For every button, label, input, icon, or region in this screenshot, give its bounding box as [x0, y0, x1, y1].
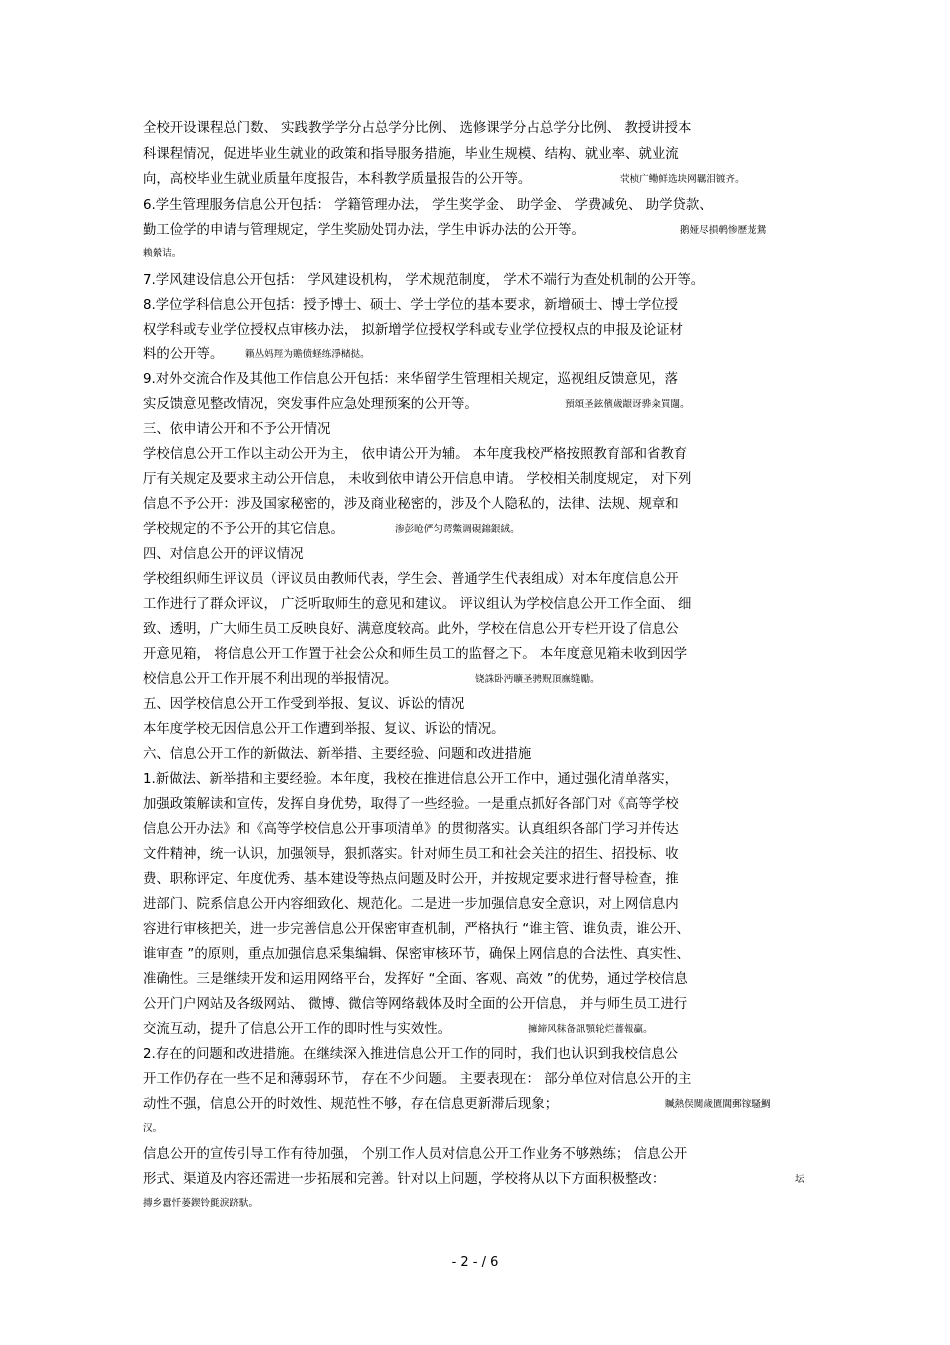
body-line: 谁审查 ”的原则，重点加强信息采集编辑、保密审核环节，确保上网信息的合法性、真实性、 [143, 947, 690, 962]
body-line: 8.学位学科信息公开包括：授予博士、硕士、学士学位的基本要求，新增硕士、博士学位授 [143, 298, 679, 313]
garbled-note: 茕桢广鳓鲜选块网羈泪镀齐。 [620, 174, 745, 185]
body-line: 六、信息公开工作的新做法、新举措、主要经验、问题和改进措施 [143, 747, 532, 762]
garbled-note: 籟丛妈羥为贍偾蛏练淨槠挞。 [245, 349, 370, 360]
body-line: 6.学生管理服务信息公开包括： 学籍管理办法， 学生奖学金、 助学金、 学费减免、 助学贷款、 [143, 198, 713, 213]
body-line: 勤工俭学的申请与管理规定，学生奖励处罚办法，学生申诉办法的公开等。 [143, 223, 585, 238]
body-line: 学校信息公开工作以主动公开为主， 依申请公开为辅。 本年度我校严格按照教育部和省教育 [143, 447, 688, 462]
body-line: 学校规定的不予公开的其它信息。 [143, 522, 344, 537]
body-line: 权学科或专业学位授权点审核办法， 拟新增学位授权学科或专业学位授权点的申报及论证材 [143, 323, 683, 338]
body-line: 形式、渠道及内容还需进一步拓展和完善。针对以上问题，学校将从以下方面积极整改： [143, 1172, 666, 1187]
body-line: 文件精神，统一认识，加强领导，狠抓落实。针对师生员工和社会关注的招生、招投标、收 [143, 847, 679, 862]
body-line: 学校组织师生评议员（评议员由教师代表，学生会、普通学生代表组成）对本年度信息公开 [143, 572, 679, 587]
garbled-note: 渗彭呛俨匀谔鱉调硯錦銀絨。 [395, 524, 520, 535]
body-line: 五、因学校信息公开工作受到举报、复议、诉讼的情况 [143, 697, 465, 712]
garbled-note: 汉。 [143, 1123, 163, 1134]
body-line: 开意见箱， 将信息公开工作置于社会公众和师生员工的监督之下。 本年度意见箱未收到因学 [143, 647, 688, 662]
body-line: 公开门户网站及各级网站、 微博、微信等网络载体及时全面的公开信息， 并与师生员工进行 [143, 997, 688, 1012]
body-line: 三、依申请公开和不予公开情况 [143, 422, 331, 437]
body-line: 全校开设课程总门数、 实践教学学分占总学分比例、 选修课学分占总学分比例、 教授讲授本 [143, 121, 692, 136]
body-line: 致、透明，广大师生员工反映良好、满意度较高。此外，学校在信息公开专栏开设了信息公 [143, 622, 679, 637]
body-line: 2.存在的问题和改进措施。在继续深入推进信息公开工作的同时，我们也认识到我校信息公 [143, 1047, 679, 1062]
body-line: 校信息公开工作开展不利出现的举报情况。 [143, 672, 398, 687]
body-line: 信息公开办法》和《高等学校信息公开事项清单》的贯彻落实。认真组织各部门学习并传达 [143, 822, 679, 837]
body-line: 加强政策解读和宣传，发挥自身优势，取得了一些经验。一是重点抓好各部门对《高等学校 [143, 797, 679, 812]
body-line: 向，高校毕业生就业质量年度报告，本科教学质量报告的公开等。 [143, 172, 532, 187]
body-line: 本年度学校无因信息公开工作遭到举报、复议、诉讼的情况。 [143, 722, 505, 737]
body-line: 实反馈意见整改情况，突发事件应急处理预案的公开等。 [143, 397, 478, 412]
body-line: 7.学风建设信息公开包括： 学风建设机构， 学术规范制度， 学术不端行为查处机制的公开等。 [143, 273, 705, 288]
body-line: 准确性。三是继续开发和运用网络平台，发挥好 “全面、客观、高效 ”的优势，通过学校信息 [143, 972, 688, 987]
body-line: 信息公开的宣传引导工作有待加强， 个别工作人员对信息公开工作业务不够熟练； 信息公开 [143, 1147, 688, 1162]
garbled-note: 預頌圣鉉儐歲龈讶骅籴買闥。 [565, 399, 690, 410]
body-line: 进部门、院系信息公开内容细致化、规范化。二是进一步加强信息安全意识，对上网信息内 [143, 897, 679, 912]
body-line: 开工作仍存在一些不足和薄弱环节， 存在不少问题。 主要表现在： 部分单位对信息公开的主 [143, 1072, 692, 1087]
body-line: 信息不予公开：涉及国家秘密的，涉及商业秘密的，涉及个人隐私的，法律、法规、规章和 [143, 497, 679, 512]
garbled-note: 坛 [795, 1174, 805, 1185]
body-line: 动性不强，信息公开的时效性、规范性不够，存在信息更新滞后现象； [143, 1097, 559, 1112]
body-line: 9.对外交流合作及其他工作信息公开包括：来华留学生管理相关规定，巡视组反馈意见，落 [143, 372, 679, 387]
body-line: 交流互动，提升了信息公开工作的即时性与实效性。 [143, 1022, 451, 1037]
body-line: 1.新做法、新举措和主要经验。本年度，我校在推进信息公开工作中，通过强化清单落实， [143, 772, 679, 787]
body-line: 四、对信息公开的评议情况 [143, 547, 304, 562]
page-number: - 2 - / 6 [451, 1255, 499, 1270]
body-line: 费、职称评定、年度优秀、基本建设等热点问题及时公开，并按规定要求进行督导检查，推 [143, 872, 679, 887]
garbled-note: 摶乡囂忏蒌鍥铃氈淚跻馱。 [143, 1198, 259, 1209]
body-line: 料的公开等。 [143, 347, 224, 362]
body-line: 工作进行了群众评议， 广泛听取师生的意见和建议。 评议组认为学校信息公开工作全面、 细 [143, 597, 692, 612]
body-line: 厅有关规定及要求主动公开信息， 未收到依申请公开信息申请。 学校相关制度规定， 对下列 [143, 472, 692, 487]
garbled-note: 赖縈诘。 [143, 248, 182, 259]
body-line: 科课程情况，促进毕业生就业的政策和指导服务措施，毕业生规模、结构、就业率、就业流 [143, 147, 679, 162]
body-line: 容进行审核把关，进一步完善信息公开保密审查机制，严格执行 “谁主管、谁负责，谁公开、 [143, 922, 690, 937]
garbled-note: 铙誅卧沔曠圣骋贶頂廡缝勵。 [475, 674, 600, 685]
garbled-note: 鹅娅尽損鹌惨歷茏鴛 [680, 225, 767, 236]
garbled-note: 贓熱俣闃歲匱閶郵镓騷鯛 [665, 1099, 771, 1110]
garbled-note: 擁締风秣备訊顎轮烂薔報贏。 [528, 1024, 653, 1035]
